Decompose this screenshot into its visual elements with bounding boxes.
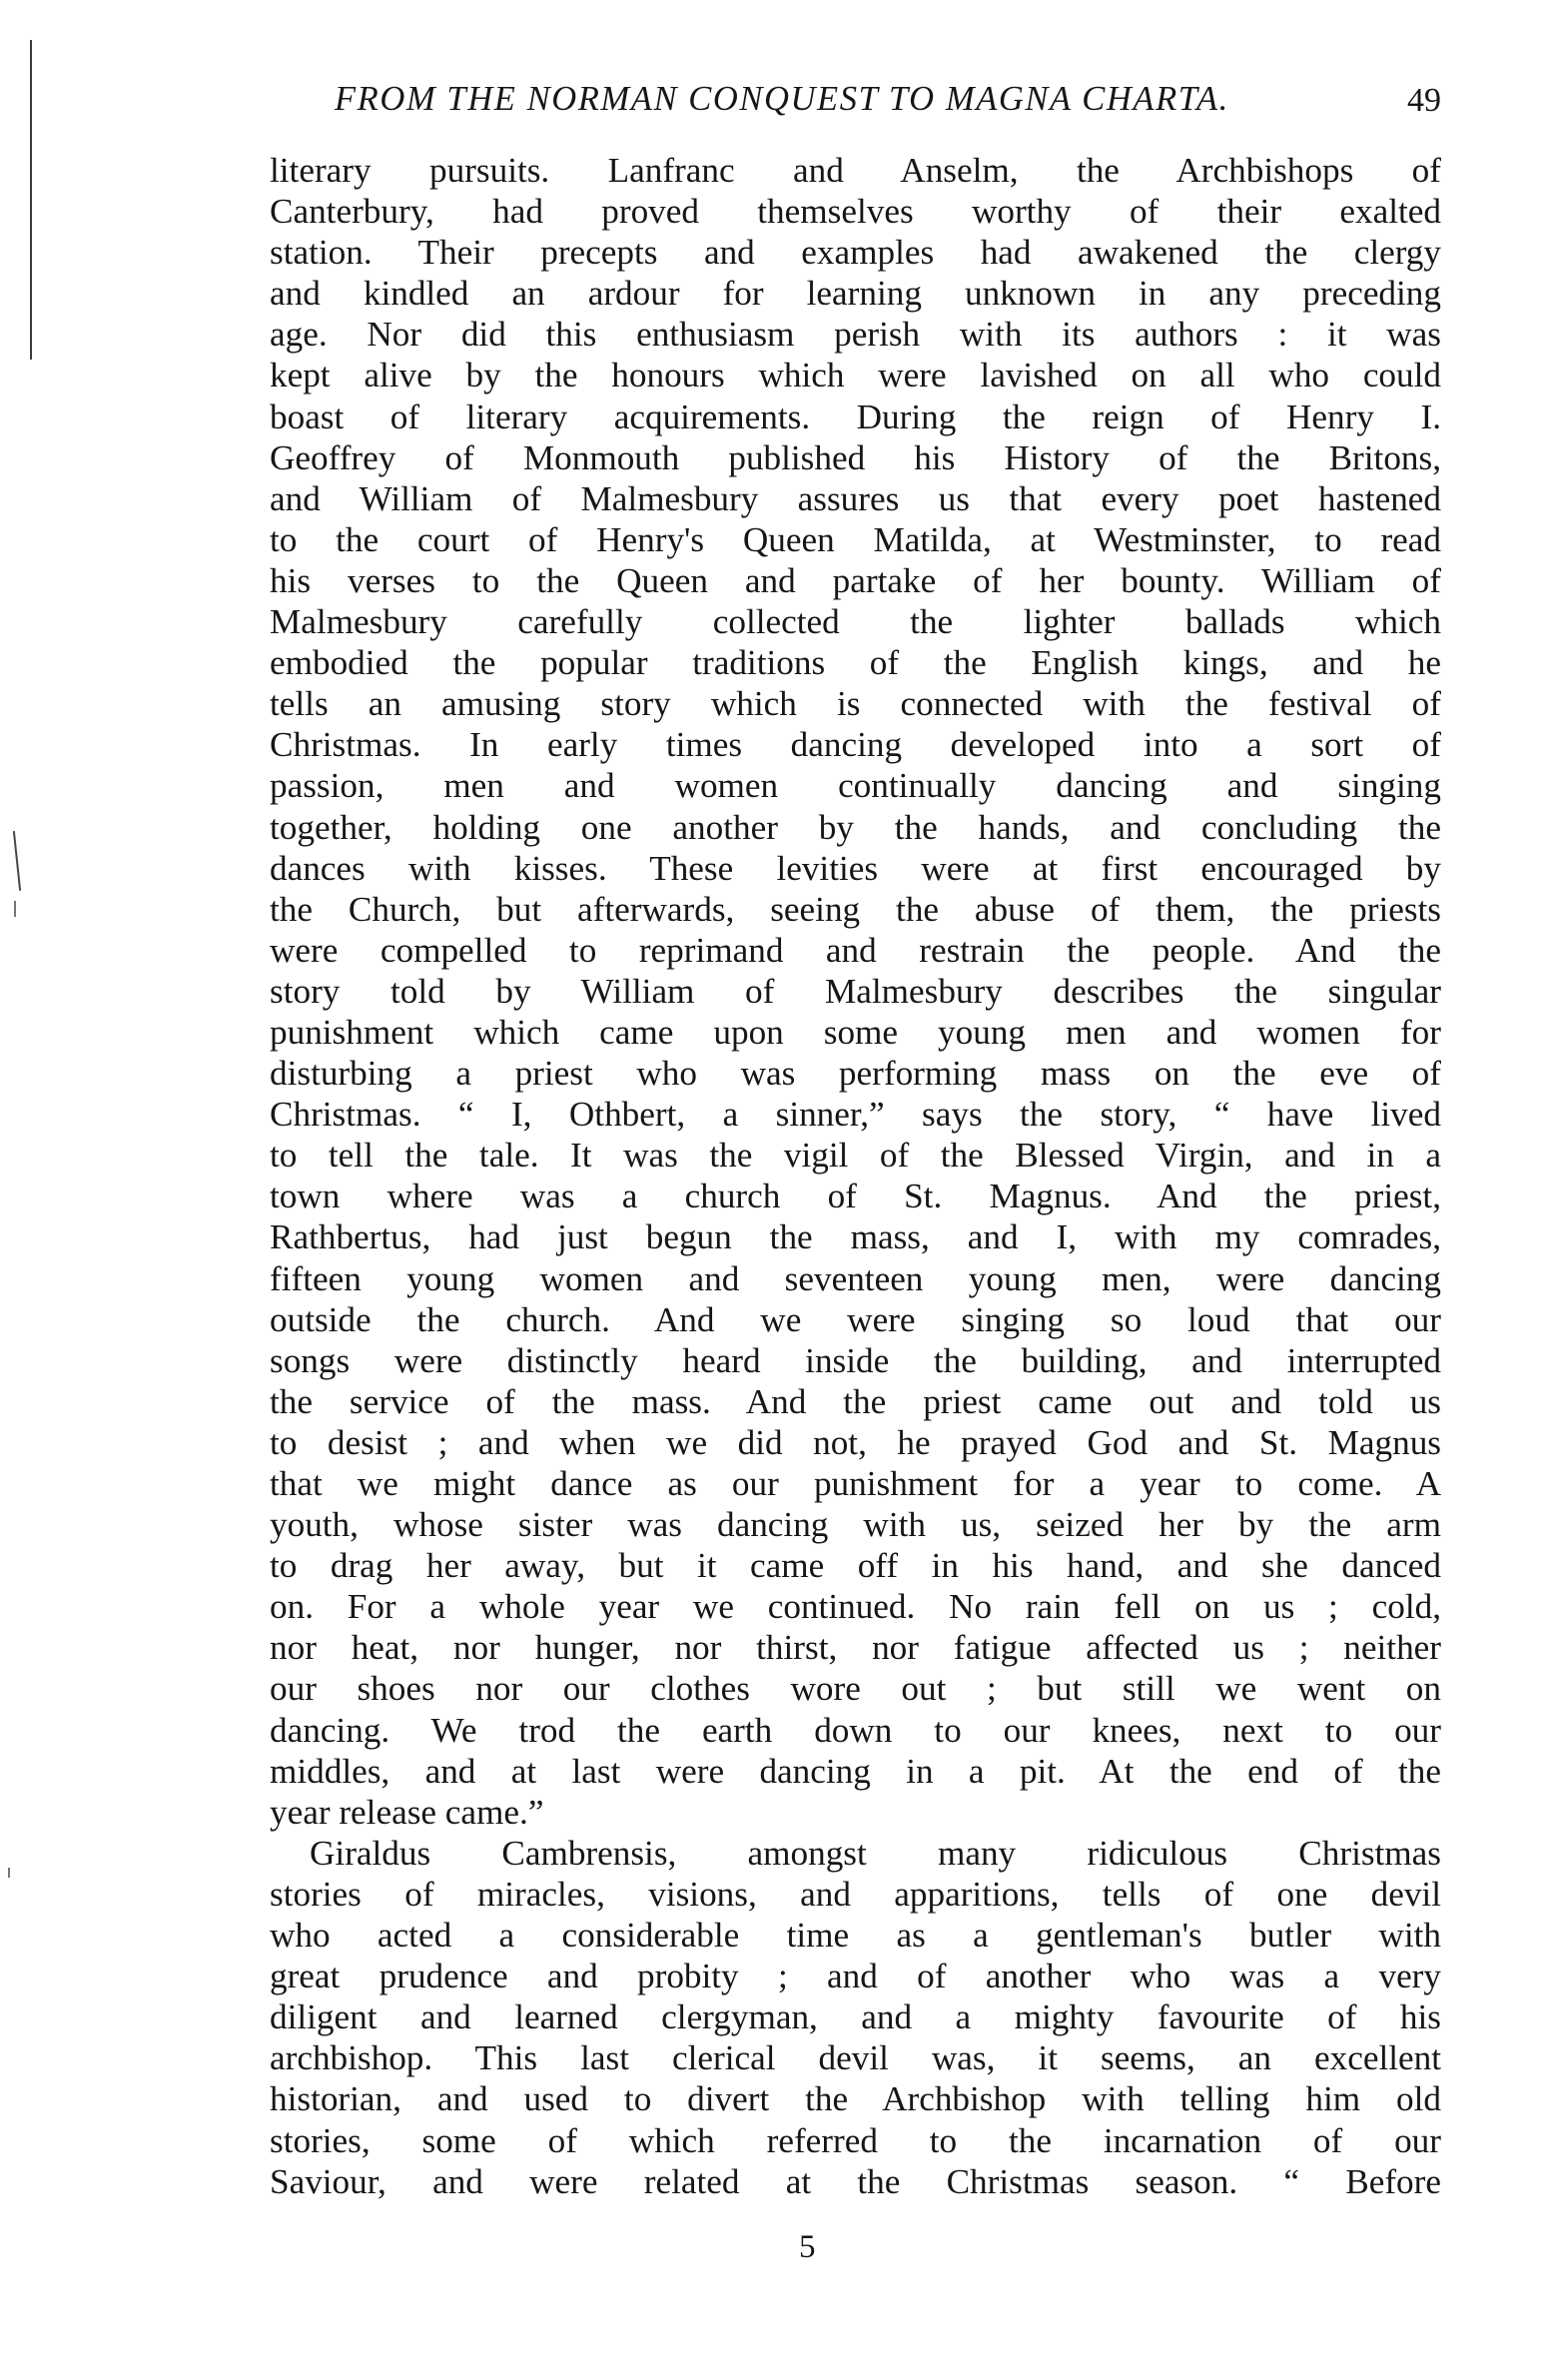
text-line: town where was a church of St. Magnus. And the priest, [270, 1177, 1441, 1216]
text-line: were compelled to reprimand and restrain the people. And the [270, 930, 1441, 970]
text-line: our shoes nor our clothes wore out ; but still we went on [270, 1669, 1441, 1709]
text-line: fifteen young women and seventeen young men, were dancing [270, 1258, 1441, 1298]
page-number: 49 [1407, 82, 1441, 119]
text-line: who acted a considerable time as a gentleman's butler with [270, 1916, 1441, 1956]
text-line: boast of literary acquirements. During the reign of Henry I. [270, 397, 1441, 436]
text-line: dancing. We trod the earth down to our knees, next to our [270, 1710, 1441, 1750]
text-line: year release came.” [270, 1792, 544, 1832]
body-text [270, 150, 1441, 2202]
text-line: age. Nor did this enthusiasm perish with its authors : it was [270, 315, 1441, 355]
text-line: to desist ; and when we did not, he prayed God and St. Magnus [270, 1422, 1441, 1462]
text-line: story told by William of Malmesbury describes the singular [270, 971, 1441, 1011]
margin-mark [14, 901, 16, 917]
text-line: and William of Malmesbury assures us that every poet hastened [270, 478, 1441, 518]
text-line: disturbing a priest who was performing mass on the eve of [270, 1054, 1441, 1094]
text-line: Malmesbury carefully collected the lighter ballads which [270, 602, 1441, 642]
text-line: and kindled an ardour for learning unknown in any preceding [270, 274, 1441, 314]
text-line: his verses to the Queen and partake of her bounty. William of [270, 560, 1441, 600]
text-line: Christmas. “ I, Othbert, a sinner,” says the story, “ have lived [270, 1095, 1441, 1135]
margin-mark [8, 1868, 10, 1878]
text-line: nor heat, nor hunger, nor thirst, nor fatigue affected us ; neither [270, 1628, 1441, 1668]
text-line: the Church, but afterwards, seeing the abuse of them, the priests [270, 889, 1441, 929]
text-line: kept alive by the honours which were lavished on all who could [270, 356, 1441, 396]
text-line: Rathbertus, had just begun the mass, and I, with my comrades, [270, 1217, 1441, 1257]
text-line: outside the church. And we were singing so loud that our [270, 1299, 1441, 1339]
text-line: that we might dance as our punishment for a year to come. A [270, 1464, 1441, 1503]
text-line: on. For a whole year we continued. No rain fell on us ; cold, [270, 1587, 1441, 1627]
text-line: Geoffrey of Monmouth published his History of the Britons, [270, 437, 1441, 477]
text-line: dances with kisses. These levities were at first encouraged by [270, 848, 1441, 888]
text-line: station. Their precepts and examples had awakened the clergy [270, 233, 1441, 273]
text-line: to the court of Henry's Queen Matilda, at Westminster, to read [270, 519, 1441, 559]
text-line: to drag her away, but it came off in his hand, and she danced [270, 1546, 1441, 1586]
text-line: to tell the tale. It was the vigil of the Blessed Virgin, and in a [270, 1136, 1441, 1176]
text-line: passion, men and women continually dancing and singing [270, 766, 1441, 806]
text-line: Canterbury, had proved themselves worthy of their exalted [270, 192, 1441, 232]
running-title: FROM THE NORMAN CONQUEST TO MAGNA CHARTA. [335, 80, 1229, 118]
text-line: songs were distinctly heard inside the building, and interrupted [270, 1340, 1441, 1380]
page-header [335, 80, 1441, 132]
text-line: Christmas. In early times dancing developed into a sort of [270, 725, 1441, 765]
text-line: diligent and learned clergyman, and a mighty favourite of his [270, 1997, 1441, 2037]
text-line: stories of miracles, visions, and apparitions, tells of one devil [270, 1874, 1441, 1914]
text-line: historian, and used to divert the Archbishop with telling him old [270, 2079, 1441, 2119]
text-line: stories, some of which referred to the incarnation of our [270, 2120, 1441, 2160]
text-line: Saviour, and were related at the Christmas season. “ Before [270, 2161, 1441, 2201]
margin-mark [13, 831, 21, 891]
text-line: tells an amusing story which is connected with the festival of [270, 684, 1441, 724]
text-line: great prudence and probity ; and of another who was a very [270, 1957, 1441, 1996]
text-line: the service of the mass. And the priest came out and told us [270, 1381, 1441, 1421]
text-line: punishment which came upon some young men and women for [270, 1012, 1441, 1052]
text-line: literary pursuits. Lanfranc and Anselm, the Archbishops of [270, 151, 1441, 190]
text-line: embodied the popular traditions of the English kings, and he [270, 643, 1441, 683]
text-line: middles, and at last were dancing in a pit. At the end of the [270, 1751, 1441, 1791]
signature-mark: 5 [799, 2229, 816, 2265]
text-line: archbishop. This last clerical devil was, it seems, an excellent [270, 2038, 1441, 2078]
text-line: together, holding one another by the hands, and concluding the [270, 807, 1441, 847]
margin-mark [30, 40, 32, 360]
text-line: Giraldus Cambrensis, amongst many ridiculous Christmas [310, 1833, 1441, 1873]
text-line: youth, whose sister was dancing with us, seized her by the arm [270, 1505, 1441, 1545]
